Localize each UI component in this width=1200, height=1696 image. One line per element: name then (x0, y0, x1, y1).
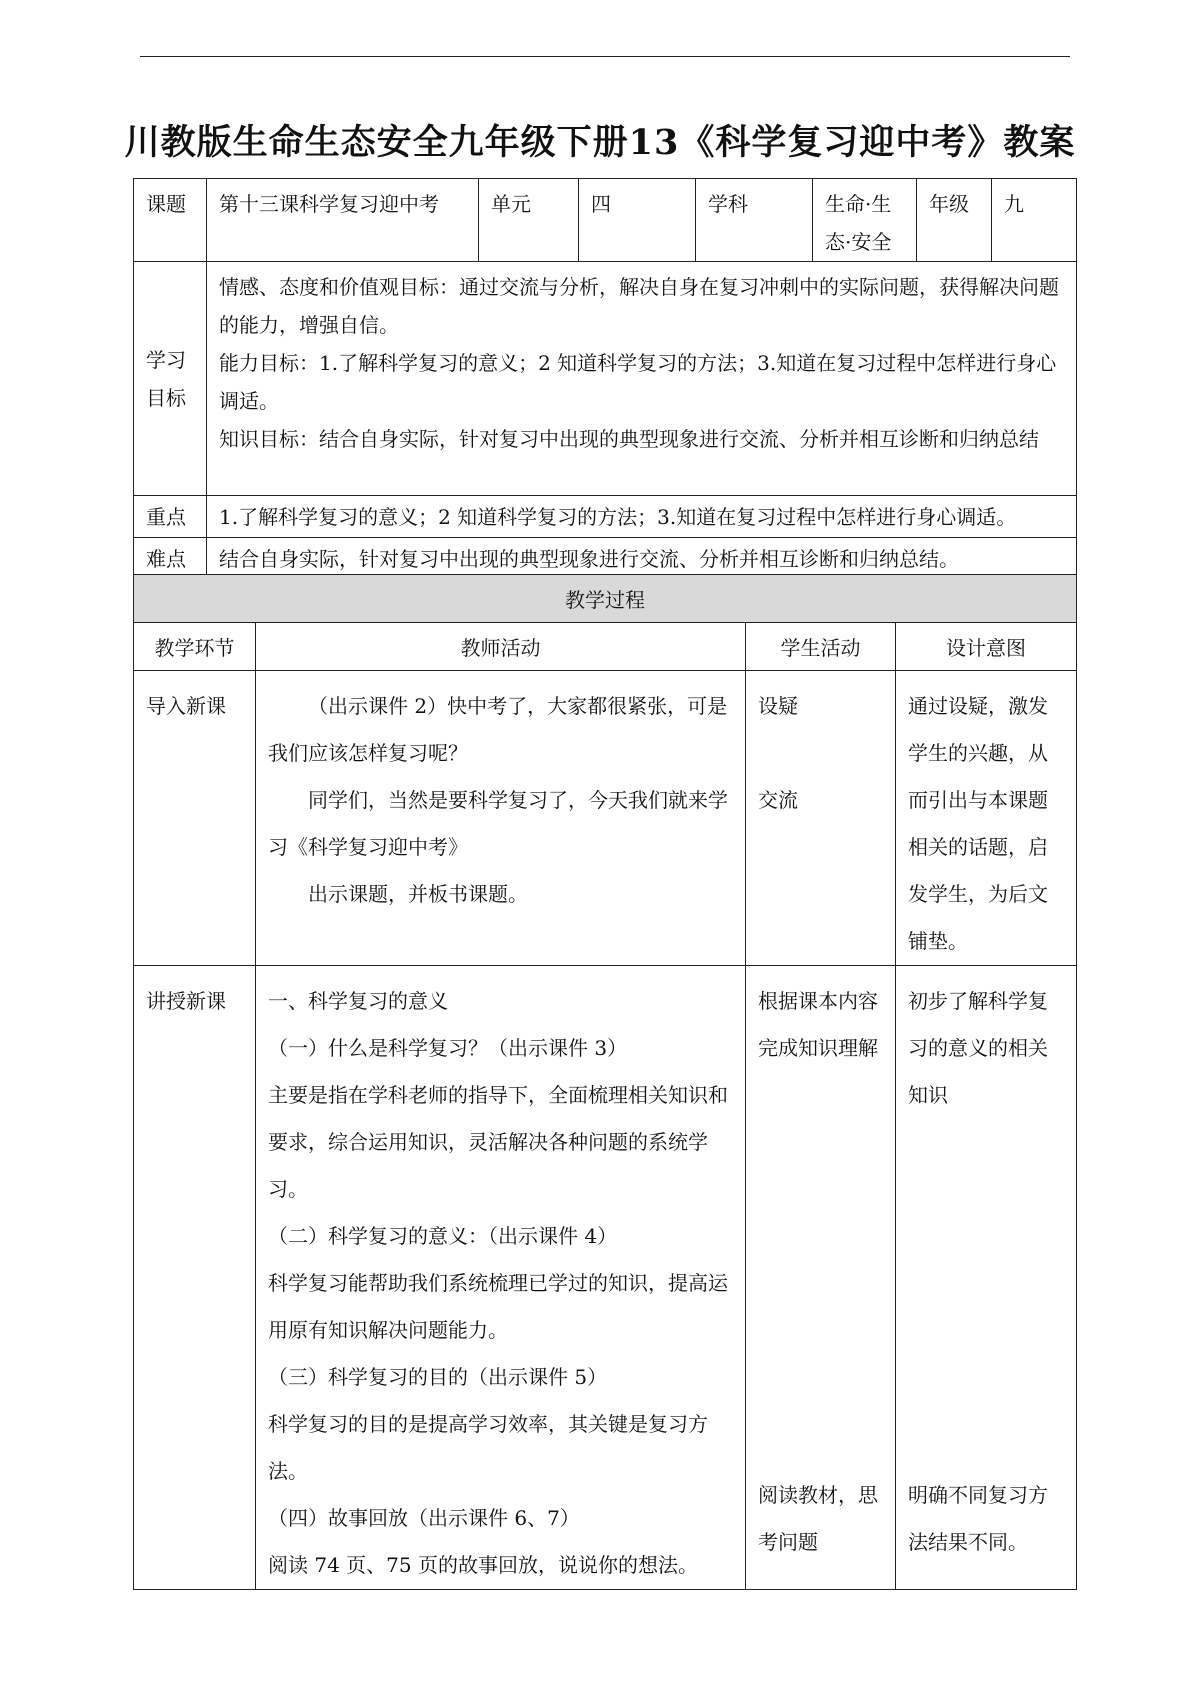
process-header: 教学过程 (565, 588, 645, 612)
subject-label-cell: 学科 (696, 179, 813, 262)
difficulties-label-cell: 难点 (134, 538, 207, 579)
unit-label-cell: 单元 (479, 179, 579, 262)
row2-teacher-line: （一）什么是科学复习？（出示课件 3） (268, 1036, 628, 1060)
teaching-process-table (133, 574, 1077, 1590)
objective-emotion: 情感、态度和价值观目标：通过交流与分析，解决自身在复习冲刺中的实际问题，获得解决问题的能力，增强自信。 (219, 275, 1059, 337)
objective-knowledge: 知识目标：结合自身实际，针对复习中出现的典型现象进行交流、分析并相互诊断和归纳总结 (219, 427, 1039, 451)
row2-teacher-line: 阅读 74 页、75 页的故事回放，说说你的想法。 (268, 1553, 698, 1577)
objectives-label-1: 学习 (146, 347, 186, 372)
row1-intent-cell (896, 671, 1077, 966)
grade-value-cell: 九 (992, 179, 1077, 262)
topic-label-cell: 课题 (134, 179, 207, 262)
objectives-label-2: 目标 (146, 385, 186, 410)
row1-student-2: 交流 (758, 788, 798, 812)
document-title: 川教版生命生态安全九年级下册13《科学复习迎中考》教案 (124, 122, 1076, 163)
row2-teacher-line: 科学复习的目的是提高学习效率，其关键是复习方法。 (268, 1412, 708, 1483)
unit-value-cell: 四 (579, 179, 696, 262)
difficulties-text: 结合自身实际，针对复习中出现的典型现象进行交流、分析并相互诊断和归纳总结。 (219, 547, 959, 571)
row2-teacher-line: 科学复习能帮助我们系统梳理已学过的知识，提高运用原有知识解决问题能力。 (268, 1271, 728, 1342)
row1-teacher-cell (256, 671, 746, 966)
row1-intent: 通过设疑，激发学生的兴趣，从而引出与本课题相关的话题，启发学生，为后文铺垫。 (908, 694, 1048, 953)
topic-value-cell: 第十三课科学复习迎中考 (207, 179, 479, 262)
row1-teacher-p2: 同学们，当然是要科学复习了，今天我们就来学习《科学复习迎中考》 (268, 788, 728, 859)
row1-stage-cell: 导入新课 (134, 671, 256, 966)
row2-teacher-line: （二）科学复习的意义：（出示课件 4） (268, 1224, 618, 1248)
process-header-cell (134, 575, 1077, 623)
row2-teacher-line: （四）故事回放（出示课件 6、7） (268, 1506, 580, 1530)
key-points-content-cell (207, 496, 1077, 538)
col-header-teacher: 教师活动 (256, 623, 746, 671)
row2-student-2: 阅读教材，思考问题 (758, 1483, 878, 1554)
header-rule (140, 56, 1070, 57)
subject-value-line1: 生命·生 (825, 192, 892, 216)
row2-intent-cell (896, 966, 1077, 1590)
row1-student-cell (746, 671, 896, 966)
row2-student-1: 根据课本内容完成知识理解 (758, 989, 878, 1060)
row2-intent-1: 初步了解科学复习的意义的相关知识 (908, 989, 1048, 1107)
objectives-content-cell (207, 262, 1077, 496)
subject-value-line2: 态·安全 (825, 230, 892, 254)
col-header-student: 学生活动 (746, 623, 896, 671)
row2-teacher-line: （三）科学复习的目的（出示课件 5） (268, 1365, 608, 1389)
key-points-text: 1.了解科学复习的意义；2 知道科学复习的方法；3.知道在复习过程中怎样进行身心调适。 (219, 505, 1017, 529)
col-header-intent: 设计意图 (896, 623, 1077, 671)
objectives-label-cell (134, 262, 207, 496)
grade-label-cell: 年级 (917, 179, 992, 262)
key-points-label-cell: 重点 (134, 496, 207, 538)
row2-student-cell (746, 966, 896, 1590)
row2-intent-2: 明确不同复习方法结果不同。 (908, 1483, 1048, 1554)
difficulties-content-cell (207, 538, 1077, 579)
subject-value-cell (813, 179, 917, 262)
row2-teacher-line: 主要是指在学科老师的指导下，全面梳理相关知识和要求，综合运用知识，灵活解决各种问题的系统学习。 (268, 1083, 728, 1201)
row1-teacher-p3: 出示课题，并板书课题。 (308, 882, 528, 906)
objective-ability: 能力目标：1.了解科学复习的意义；2 知道科学复习的方法；3.知道在复习过程中怎样进行身心调适。 (219, 351, 1057, 413)
row1-student-1: 设疑 (758, 694, 798, 718)
row2-teacher-line: 一、科学复习的意义 (268, 989, 448, 1013)
row2-teacher-cell (256, 966, 746, 1590)
lesson-info-table (133, 178, 1077, 579)
row2-stage-cell: 讲授新课 (134, 966, 256, 1590)
row1-teacher-p1: （出示课件 2）快中考了，大家都很紧张，可是我们应该怎样复习呢？ (268, 694, 728, 765)
col-header-stage: 教学环节 (134, 623, 256, 671)
